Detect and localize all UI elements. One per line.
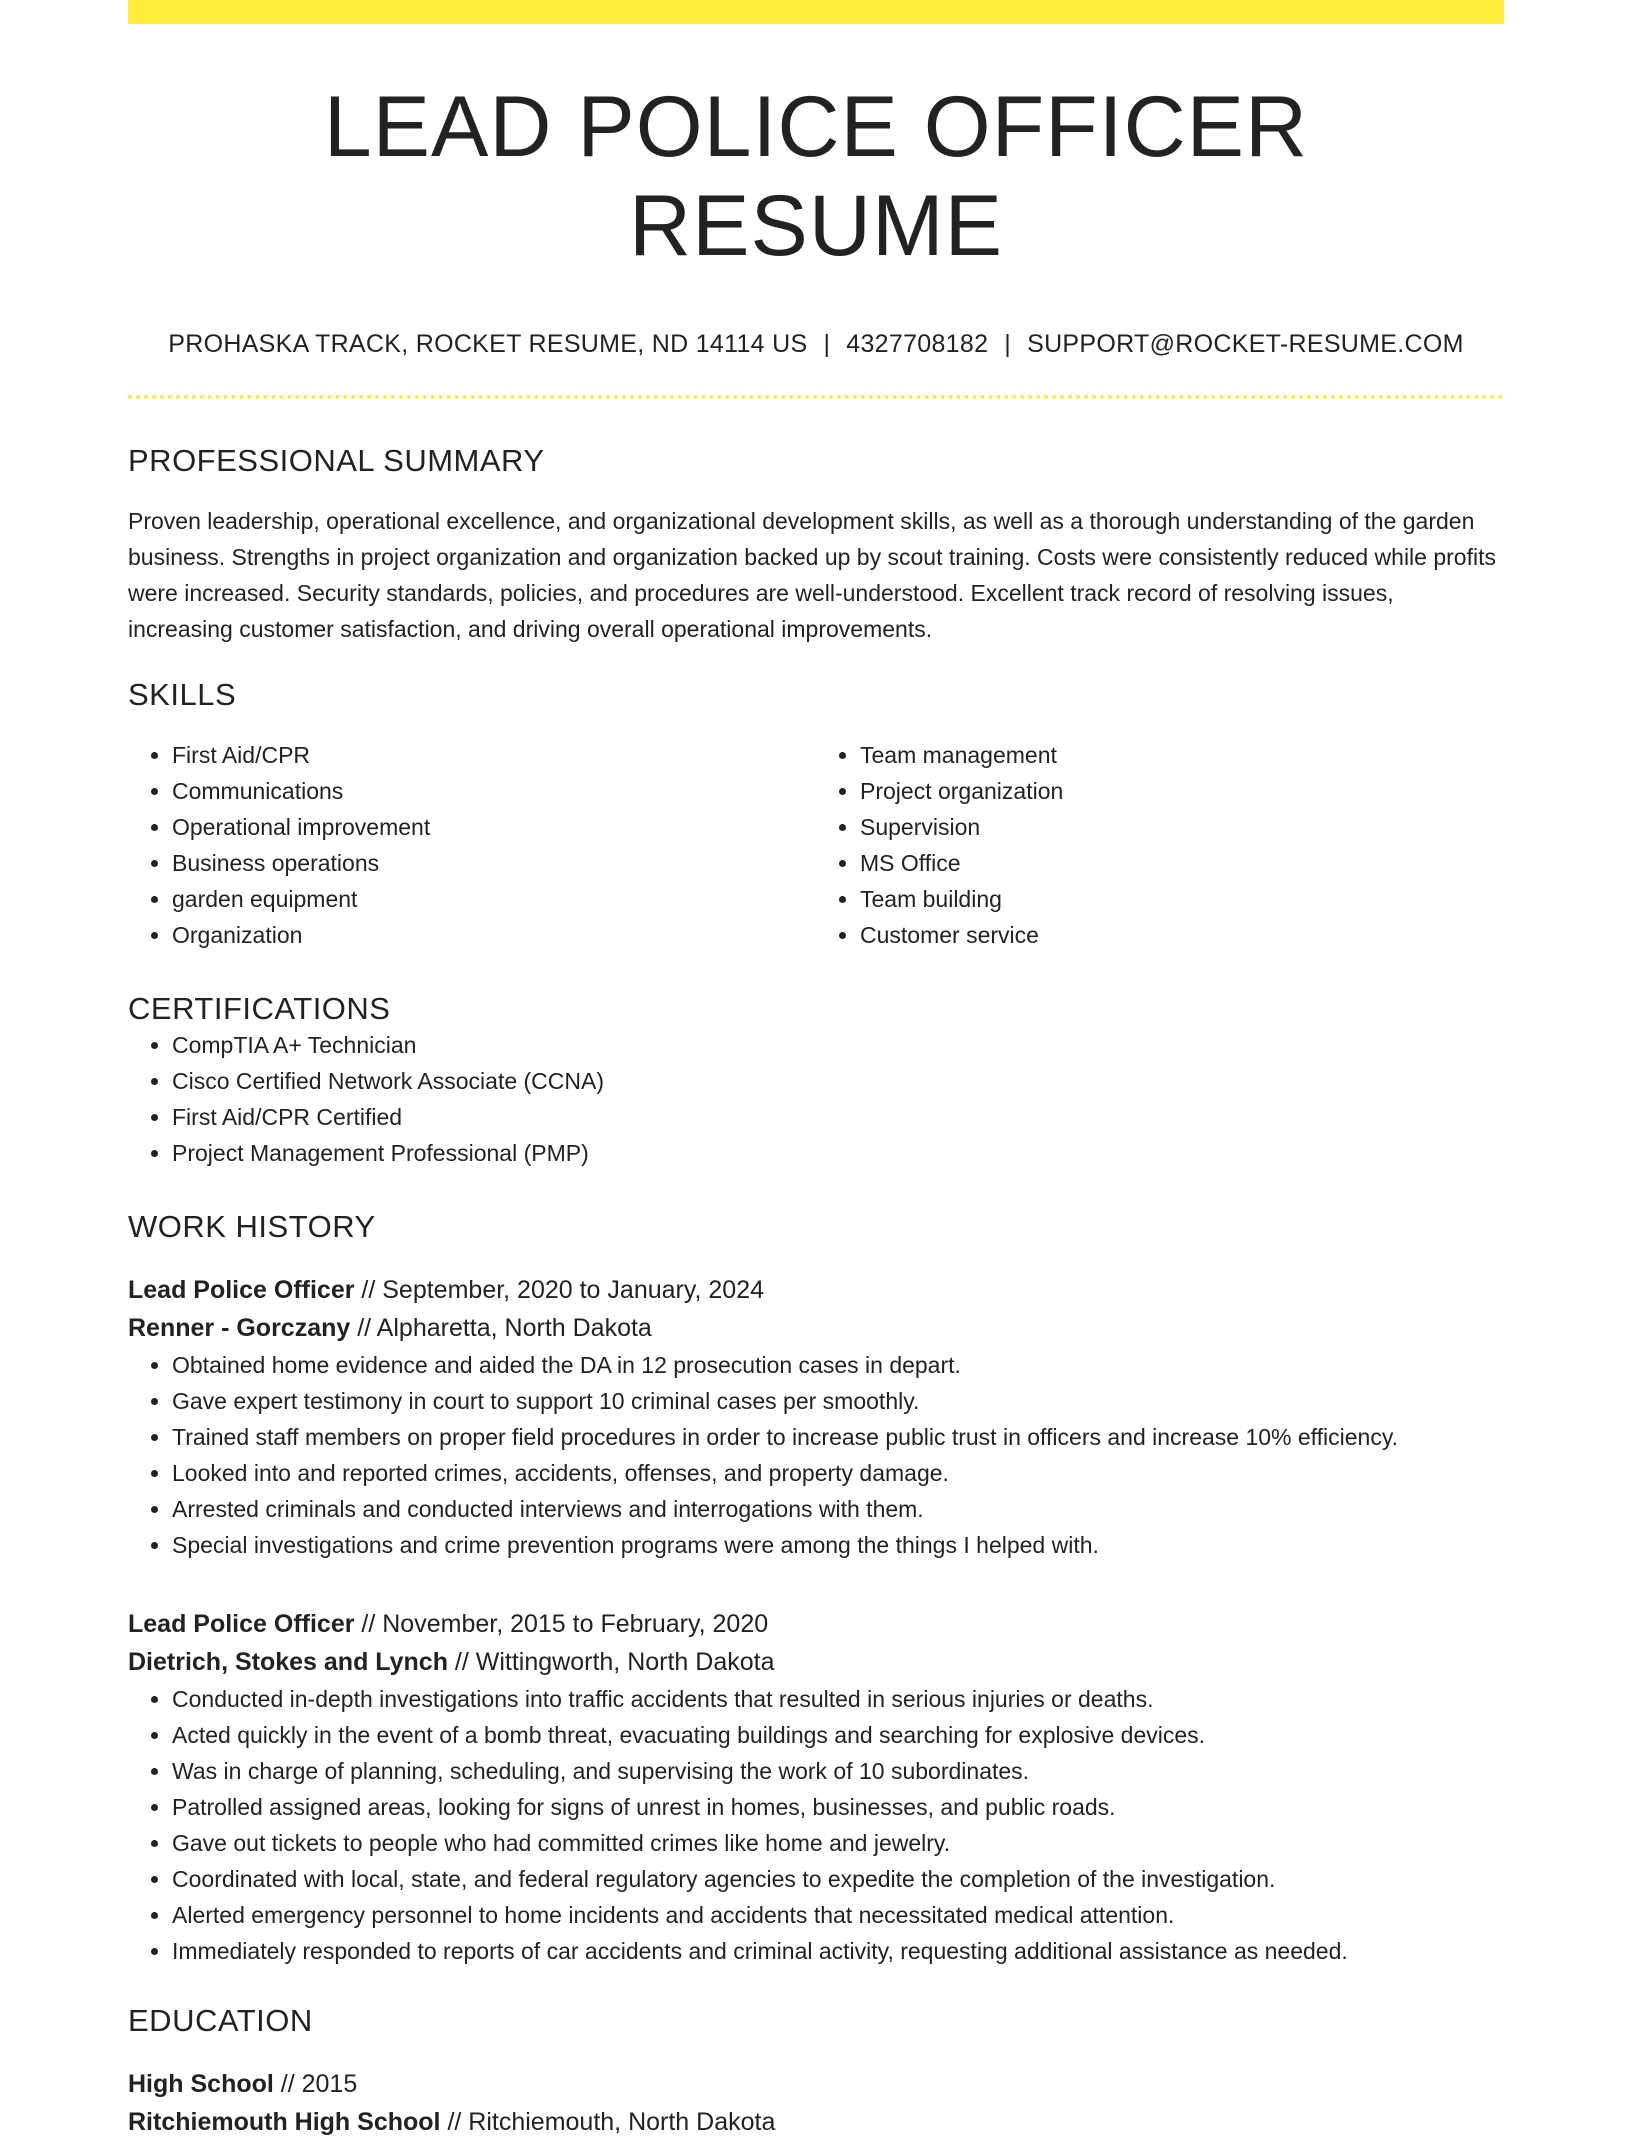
summary-heading: PROFESSIONAL SUMMARY bbox=[128, 442, 545, 478]
contact-email: SUPPORT@ROCKET-RESUME.COM bbox=[1027, 329, 1464, 358]
certifications-heading: CERTIFICATIONS bbox=[128, 990, 391, 1026]
job-dates: // November, 2015 to February, 2020 bbox=[354, 1609, 769, 1638]
certification-item: • First Aid/CPR Certified bbox=[172, 1099, 1504, 1135]
job-bullet: • Acted quickly in the event of a bomb threat, evacuating buildings and searching for explosive devices. bbox=[172, 1717, 1504, 1753]
job-bullet: • Was in charge of planning, scheduling, and supervising the work of 10 subordinates. bbox=[172, 1753, 1504, 1789]
certification-item: • Project Management Professional (PMP) bbox=[172, 1135, 1504, 1171]
skill-item: • Business operations bbox=[172, 845, 816, 881]
skill-item: • Communications bbox=[172, 773, 816, 809]
education-year: // 2015 bbox=[273, 2069, 358, 2098]
skill-item: • First Aid/CPR bbox=[172, 737, 816, 773]
job-bullets bbox=[128, 1347, 1504, 1563]
education-heading: EDUCATION bbox=[128, 2002, 313, 2038]
contact-phone: 4327708182 bbox=[846, 329, 989, 358]
job-bullet: • Coordinated with local, state, and federal regulatory agencies to expedite the completion of the investigation. bbox=[172, 1861, 1504, 1897]
skills-heading: SKILLS bbox=[128, 676, 237, 712]
job-bullet: • Obtained home evidence and aided the DA in 12 prosecution cases in depart. bbox=[172, 1347, 1504, 1383]
job-bullet: • Special investigations and crime prevention programs were among the things I helped with. bbox=[172, 1527, 1504, 1563]
skill-item: • MS Office bbox=[860, 845, 1504, 881]
education-location: // Ritchiemouth, North Dakota bbox=[440, 2107, 776, 2136]
contact-separator: | bbox=[823, 329, 831, 358]
job-entry bbox=[128, 1271, 1504, 1563]
certification-item: • CompTIA A+ Technician bbox=[172, 1027, 1504, 1063]
job-bullets bbox=[128, 1681, 1504, 1969]
work-history-heading: WORK HISTORY bbox=[128, 1208, 376, 1244]
job-company-line bbox=[128, 1643, 1504, 1681]
education-school: Ritchiemouth High School bbox=[128, 2107, 441, 2136]
job-location: // Wittingworth, North Dakota bbox=[447, 1647, 775, 1676]
job-bullet: • Conducted in-depth investigations into traffic accidents that resulted in serious injuries or deaths. bbox=[172, 1681, 1504, 1717]
contact-line bbox=[128, 330, 1504, 359]
job-company: Dietrich, Stokes and Lynch bbox=[128, 1647, 448, 1676]
job-title: Lead Police Officer bbox=[128, 1275, 355, 1304]
job-entry bbox=[128, 1605, 1504, 1969]
skill-item: • Team building bbox=[860, 881, 1504, 917]
header-divider bbox=[128, 395, 1504, 399]
contact-address: PROHASKA TRACK, ROCKET RESUME, ND 14114 US bbox=[168, 329, 808, 358]
resume-title: LEAD POLICE OFFICER RESUME bbox=[323, 79, 1309, 274]
job-bullet: • Gave expert testimony in court to support 10 criminal cases per smoothly. bbox=[172, 1383, 1504, 1419]
education-school-line bbox=[128, 2103, 1504, 2141]
job-dates: // September, 2020 to January, 2024 bbox=[354, 1275, 765, 1304]
skills-list-left bbox=[128, 737, 816, 953]
resume-page bbox=[128, 0, 1504, 2141]
summary-text: Proven leadership, operational excellence, and organizational development skills, as well as a thorough understanding of the garden business. Strengths in project organization and organization backed up by scout training. Costs were consistently reduced while profits were increased. Security standards, policies, and procedures are well-understood. Excellent track record of resolving issues, increasing customer satisfaction, and driving overall operational improvements. bbox=[128, 507, 1496, 642]
job-bullet: • Trained staff members on proper field procedures in order to increase public trust in officers and increase 10% efficiency. bbox=[172, 1419, 1504, 1455]
skills-columns bbox=[128, 737, 1504, 953]
job-title-line bbox=[128, 1605, 1504, 1643]
certifications-list bbox=[128, 1027, 1504, 1171]
job-company: Renner - Gorczany bbox=[128, 1313, 351, 1342]
skill-item: • Operational improvement bbox=[172, 809, 816, 845]
job-bullet: • Immediately responded to reports of car accidents and criminal activity, requesting additional assistance as needed. bbox=[172, 1933, 1504, 1969]
education-degree: High School bbox=[128, 2069, 274, 2098]
job-location: // Alpharetta, North Dakota bbox=[350, 1313, 652, 1342]
skills-list-right bbox=[816, 737, 1504, 953]
skill-item: • Supervision bbox=[860, 809, 1504, 845]
skill-item: • garden equipment bbox=[172, 881, 816, 917]
skill-item: • Customer service bbox=[860, 917, 1504, 953]
job-bullet: • Patrolled assigned areas, looking for signs of unrest in homes, businesses, and public roads. bbox=[172, 1789, 1504, 1825]
job-company-line bbox=[128, 1309, 1504, 1347]
job-bullet: • Looked into and reported crimes, accidents, offenses, and property damage. bbox=[172, 1455, 1504, 1491]
job-title: Lead Police Officer bbox=[128, 1609, 355, 1638]
contact-separator: | bbox=[1004, 329, 1012, 358]
job-bullet: • Gave out tickets to people who had committed crimes like home and jewelry. bbox=[172, 1825, 1504, 1861]
top-accent-bar bbox=[128, 0, 1504, 24]
job-bullet: • Alerted emergency personnel to home incidents and accidents that necessitated medical attention. bbox=[172, 1897, 1504, 1933]
job-title-line bbox=[128, 1271, 1504, 1309]
job-bullet: • Arrested criminals and conducted interviews and interrogations with them. bbox=[172, 1491, 1504, 1527]
education-degree-line bbox=[128, 2065, 1504, 2103]
skill-item: • Team management bbox=[860, 737, 1504, 773]
certification-item: • Cisco Certified Network Associate (CCNA) bbox=[172, 1063, 1504, 1099]
skill-item: • Project organization bbox=[860, 773, 1504, 809]
skill-item: • Organization bbox=[172, 917, 816, 953]
